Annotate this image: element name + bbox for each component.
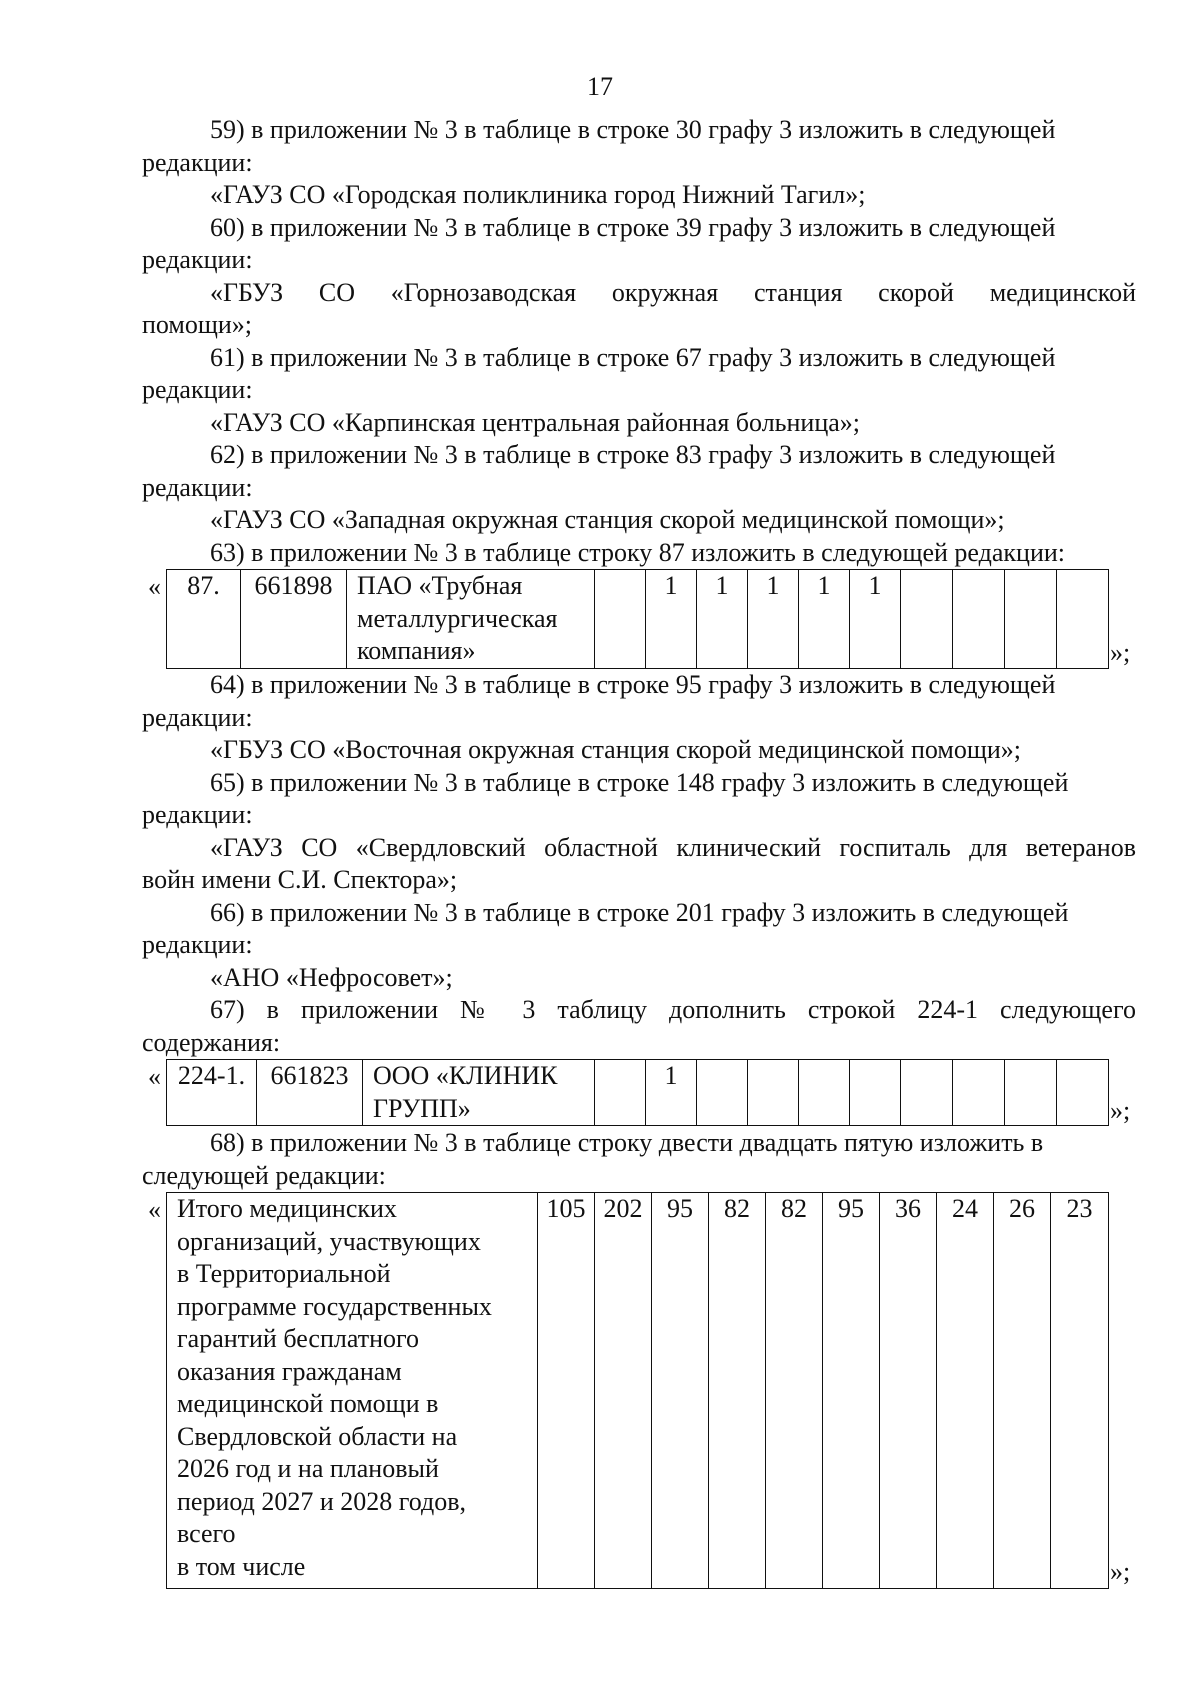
item-63-head: 63) в приложении № 3 в таблице строку 87 изложить в следующей редакции: [210, 537, 1065, 567]
item-59-quote: «ГАУЗ СО «Городская поликлиника город Нижний Тагил»; [210, 180, 866, 209]
label-line: программе государственных [177, 1291, 492, 1321]
row-code-cell: 661823 [257, 1060, 363, 1126]
item-62-tail: редакции: [142, 472, 253, 502]
item-60-quote: «ГБУЗ СО «Горнозаводская окружная станция скорой медицинской [210, 277, 1136, 307]
total-label-cell [167, 1193, 538, 1589]
value-cell: 202 [595, 1193, 652, 1589]
value-cell [901, 570, 953, 669]
value-cell [748, 1060, 799, 1126]
org-name-line-1: ПАО «Трубная [357, 571, 523, 600]
item-61-head: 61) в приложении № 3 в таблице в строке 67 графу 3 изложить в следующей [210, 342, 1056, 372]
open-quote: « [148, 572, 161, 601]
item-67-tail: содержания: [142, 1027, 281, 1057]
value-cell: 95 [652, 1193, 709, 1589]
item-64-tail: редакции: [142, 702, 253, 732]
value-cell: 105 [538, 1193, 595, 1589]
org-name-line-2: ГРУПП» [373, 1093, 471, 1123]
label-line: гарантий бесплатного [177, 1324, 420, 1353]
item-65-quote-cont: войн имени С.И. Спектора»; [142, 865, 458, 894]
value-cell: 26 [994, 1193, 1051, 1589]
item-66-quote: «АНО «Нефросовет»; [210, 962, 453, 992]
row-number-cell: 224-1. [167, 1060, 257, 1126]
item-65-tail: редакции: [142, 800, 253, 829]
value-cell [595, 1060, 646, 1126]
value-cell [799, 1060, 850, 1126]
item-68-head: 68) в приложении № 3 в таблице строку двести двадцать пятую изложить в [210, 1128, 1044, 1157]
item-59-tail: редакции: [142, 147, 253, 177]
value-cell: 95 [823, 1193, 880, 1589]
row-number-cell: 87. [167, 570, 241, 669]
value-cell [901, 1060, 953, 1126]
item-60-quote-cont: помощи»; [142, 310, 253, 339]
table-row-87 [166, 569, 1109, 669]
item-65-quote: «ГАУЗ СО «Свердловский областной клинический госпиталь для ветеранов [210, 832, 1136, 862]
label-line: организаций, участвующих [177, 1226, 481, 1256]
value-cell: 1 [646, 570, 697, 669]
value-cell [697, 1060, 748, 1126]
table-row-224-1 [166, 1059, 1109, 1126]
item-61-quote: «ГАУЗ СО «Карпинская центральная районная больница»; [210, 407, 861, 437]
item-66-head: 66) в приложении № 3 в таблице в строке 201 графу 3 изложить в следующей [210, 897, 1069, 927]
table-row [167, 1060, 1109, 1126]
table-row-87-block [142, 569, 1136, 669]
value-cell: 1 [748, 570, 799, 669]
item-64-quote: «ГБУЗ СО «Восточная окружная станция скорой медицинской помощи»; [210, 735, 1022, 764]
value-cell: 82 [709, 1193, 766, 1589]
label-line: всего [177, 1519, 236, 1548]
open-quote: « [148, 1062, 161, 1091]
item-59-head: 59) в приложении № 3 в таблице в строке 30 графу 3 изложить в следующей [210, 115, 1056, 144]
label-line: Свердловской области на [177, 1421, 458, 1451]
row-name-cell [347, 570, 595, 669]
org-name-line-1: ООО «КЛИНИК [373, 1061, 558, 1090]
document-body [142, 114, 1136, 1592]
open-quote: « [148, 1195, 161, 1224]
item-66-tail: редакции: [142, 930, 253, 959]
item-65-head: 65) в приложении № 3 в таблице в строке 148 графу 3 изложить в следующей [210, 767, 1069, 797]
value-cell [1005, 570, 1057, 669]
item-64-head: 64) в приложении № 3 в таблице в строке 95 графу 3 изложить в следующей [210, 670, 1056, 699]
value-cell: 1 [799, 570, 850, 669]
label-line: в том числе [177, 1551, 306, 1581]
value-cell: 1 [850, 570, 901, 669]
value-cell: 23 [1051, 1193, 1109, 1589]
label-line: оказания гражданам [177, 1356, 402, 1386]
item-68-tail: следующей редакции: [142, 1160, 386, 1190]
row-code-cell: 661898 [241, 570, 347, 669]
value-cell [850, 1060, 901, 1126]
value-cell [953, 570, 1005, 669]
value-cell: 24 [937, 1193, 994, 1589]
org-name-line-2: металлургическая [357, 603, 558, 633]
item-67-head: 67) в приложении № 3 таблицу дополнить строкой 224-1 следующего [210, 995, 1136, 1024]
value-cell: 1 [646, 1060, 697, 1126]
value-cell [1057, 1060, 1109, 1126]
value-cell: 1 [697, 570, 748, 669]
value-cell [1005, 1060, 1057, 1126]
value-cell [953, 1060, 1005, 1126]
page-number: 17 [587, 72, 613, 101]
item-60-head: 60) в приложении № 3 в таблице в строке 39 графу 3 изложить в следующей [210, 212, 1056, 242]
item-62-quote: «ГАУЗ СО «Западная окружная станция скорой медицинской помощи»; [210, 505, 1005, 534]
table-row [167, 570, 1109, 669]
table-row [167, 1193, 1109, 1589]
value-cell: 82 [766, 1193, 823, 1589]
label-line: 2026 год и на плановый [177, 1454, 439, 1483]
label-line: период 2027 и 2028 годов, [177, 1486, 467, 1516]
close-quote: »; [1110, 1096, 1131, 1125]
value-cell [1057, 570, 1109, 669]
table-row-225 [166, 1192, 1109, 1589]
item-62-head: 62) в приложении № 3 в таблице в строке 83 графу 3 изложить в следующей [210, 440, 1056, 469]
item-60-tail: редакции: [142, 245, 253, 274]
value-cell: 36 [880, 1193, 937, 1589]
org-name-line-3: компания» [357, 636, 476, 665]
close-quote: »; [1110, 1557, 1131, 1586]
table-row-224-1-block [142, 1059, 1136, 1127]
close-quote: »; [1110, 638, 1131, 667]
label-line: Итого медицинских [177, 1194, 397, 1223]
row-name-cell [363, 1060, 595, 1126]
table-row-225-block [142, 1192, 1136, 1592]
label-line: медицинской помощи в [177, 1389, 439, 1418]
value-cell [595, 570, 646, 669]
label-line: в Территориальной [177, 1259, 391, 1288]
item-61-tail: редакции: [142, 375, 253, 404]
